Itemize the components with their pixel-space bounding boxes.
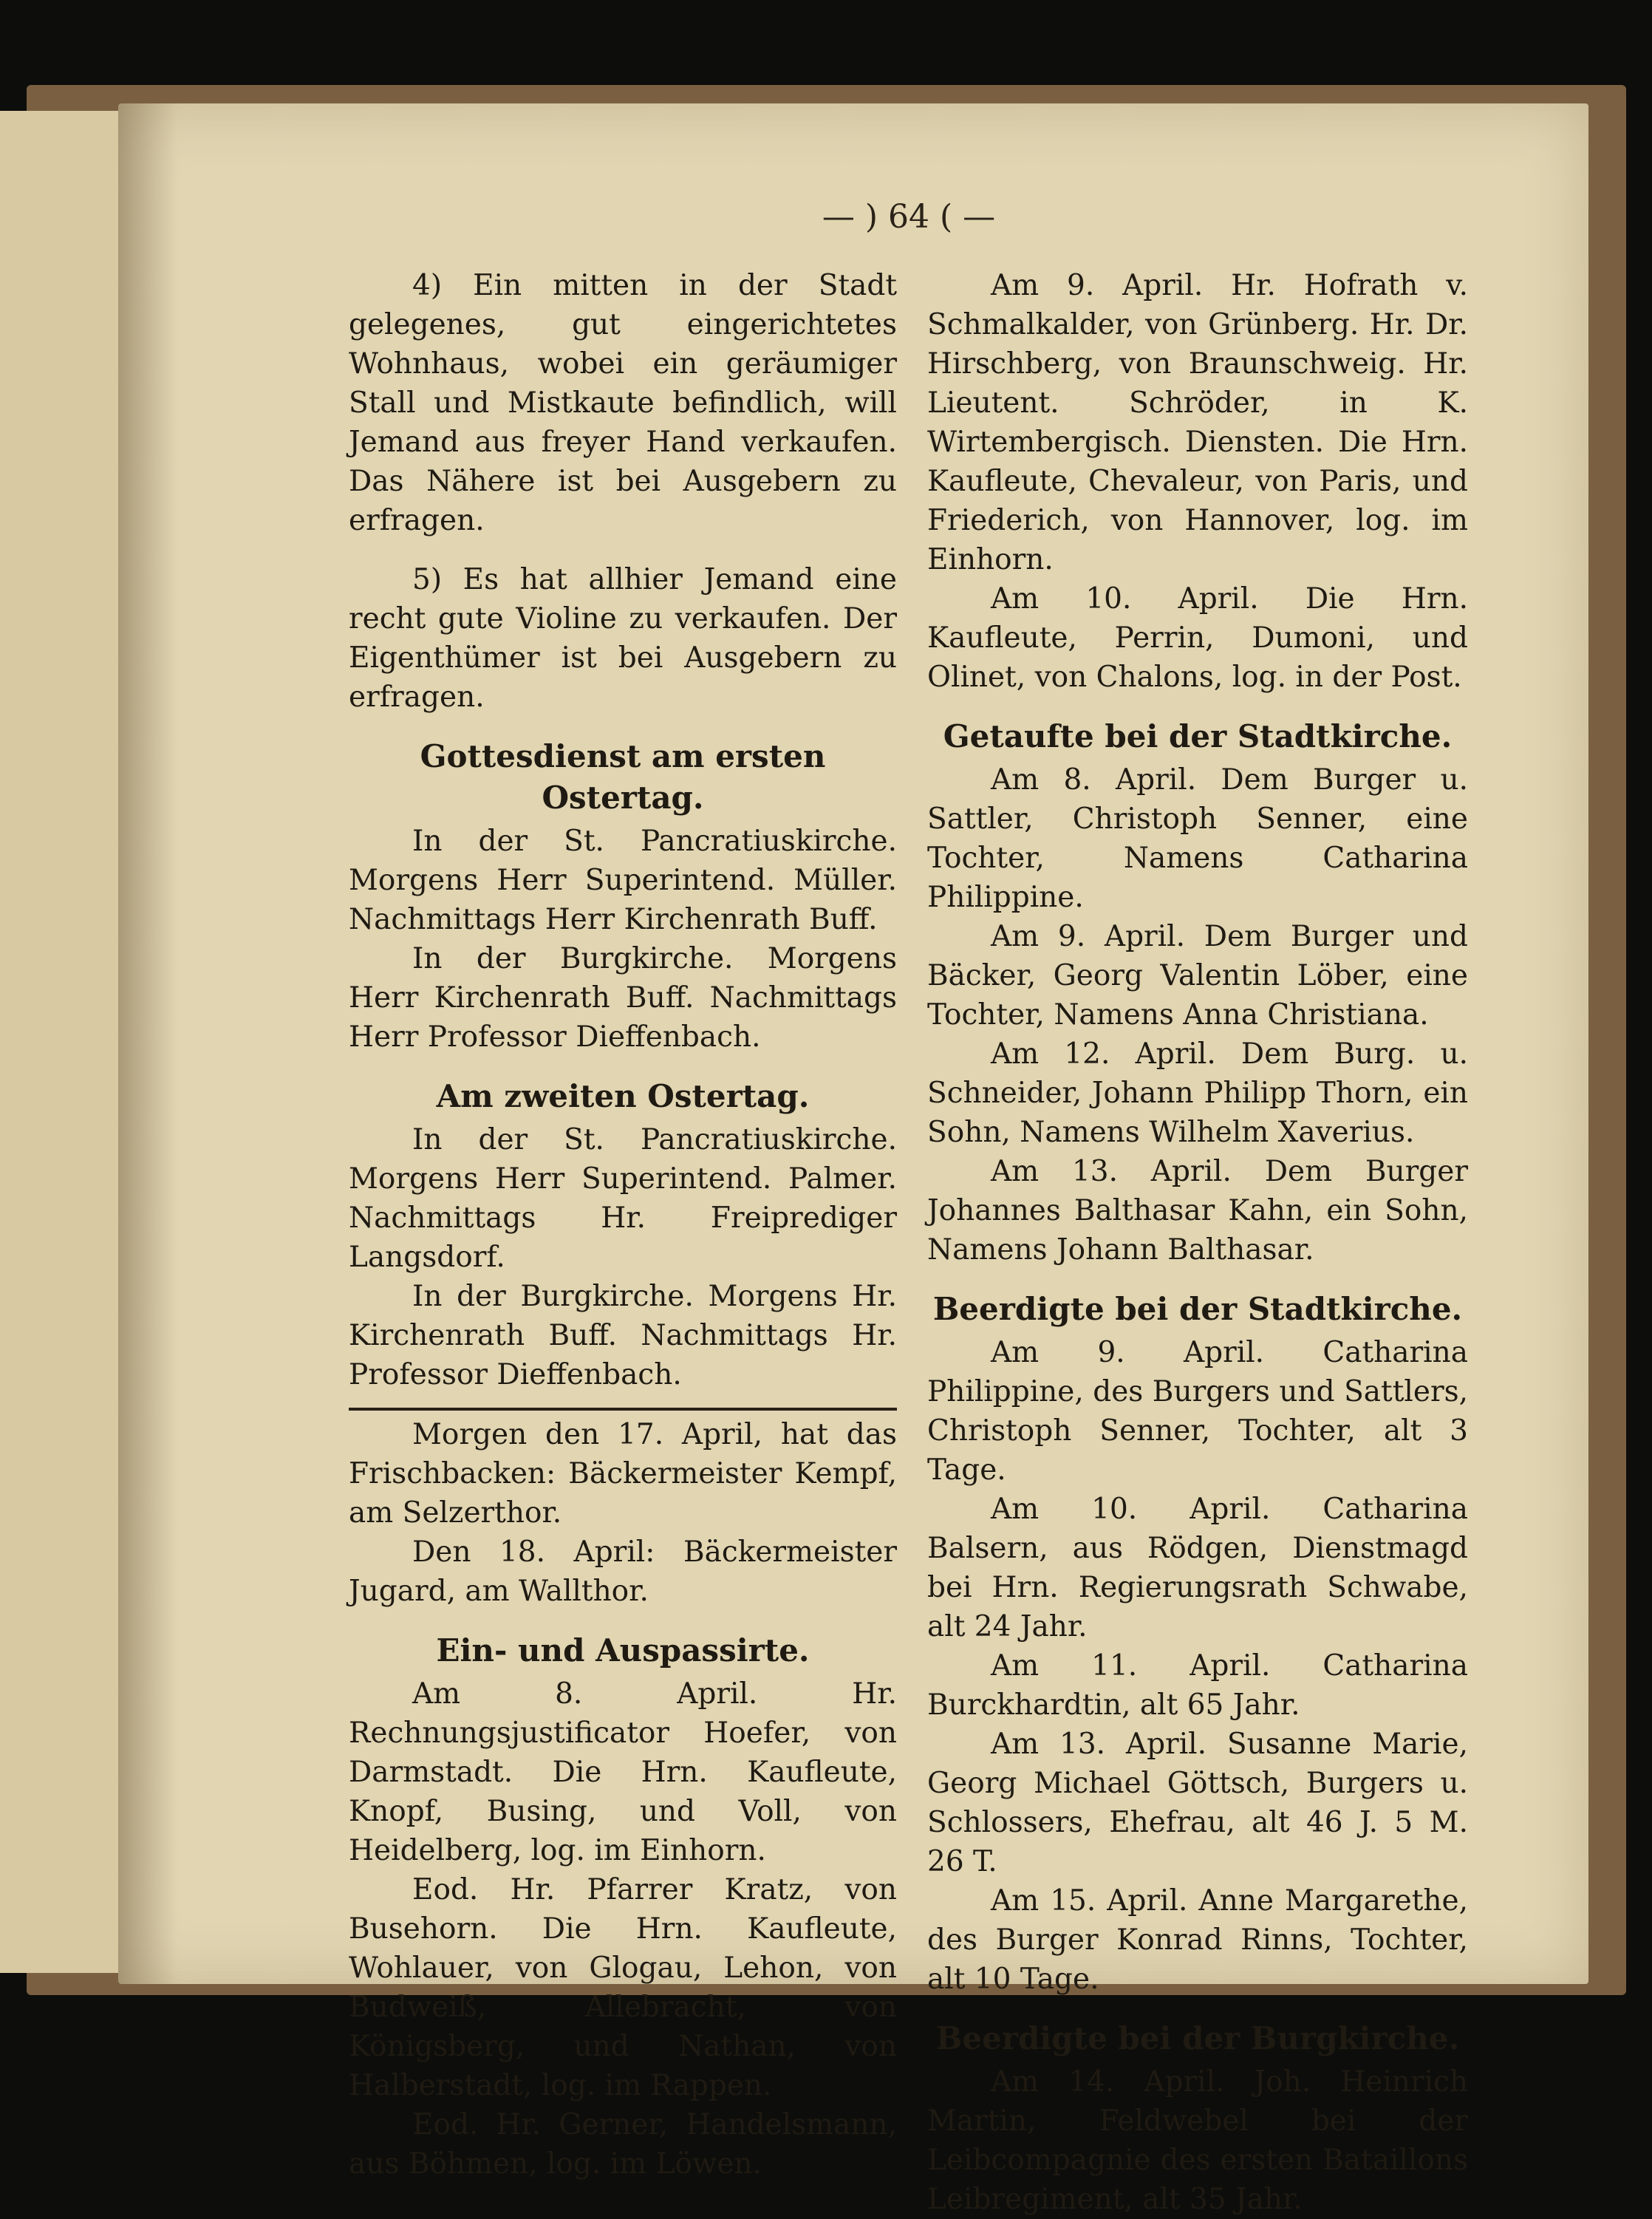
- service-paragraph: In der Burgkirche. Morgens Hr. Kirchenrath Buff. Nachmittags Hr. Professor Dieffenbach.: [349, 1280, 897, 1391]
- section-heading-buried-castle: Beerdigte bei der Burgkirche.: [935, 2020, 1460, 2056]
- burial-entry: Am 14. April. Joh. Heinrich Martin, Feldwebel bei der Leibcompagnie des ersten Bataillons Leibregiment, alt 35 Jahr.: [927, 2065, 1468, 2216]
- burial-entry: Am 13. April. Susanne Marie, Georg Michael Göttsch, Burgers u. Schlossers, Ehefrau, alt 46 J. 5 M. 26 T.: [927, 1728, 1468, 1878]
- right-column: [927, 266, 1468, 2219]
- section-heading-first-easter: Gottesdienst am ersten Ostertag.: [420, 738, 826, 816]
- advertisement-house: 4) Ein mitten in der Stadt gelegenes, gut eingerichtetes Wohnhaus, wobei ein geräumiger Stall und Mistkaute befindlich, will Jemand aus freyer Hand verkaufen. Das Nähere ist bei Ausgebern zu erfragen.: [349, 269, 897, 537]
- burial-entry: Am 9. April. Catharina Philippine, des Burgers und Sattlers, Christoph Senner, Tochter, alt 3 Tage.: [927, 1336, 1468, 1487]
- travelers-entry: Am 8. April. Hr. Rechnungsjustificator Hoefer, von Darmstadt. Die Hrn. Kaufleute, Knopf, Busing, und Voll, von Heidelberg, log. im Einhorn.: [349, 1677, 897, 1867]
- travelers-entry: Am 10. April. Die Hrn. Kaufleute, Perrin, Dumoni, und Olinet, von Chalons, log. in der Post.: [927, 582, 1468, 694]
- baptism-entry: Am 13. April. Dem Burger Johannes Balthasar Kahn, ein Sohn, Namens Johann Balthasar.: [927, 1155, 1468, 1267]
- section-heading-second-easter: Am zweiten Ostertag.: [436, 1078, 810, 1114]
- baptism-entry: Am 12. April. Dem Burg. u. Schneider, Johann Philipp Thorn, ein Sohn, Namens Wilhelm Xaverius.: [927, 1037, 1468, 1149]
- travelers-entry: Am 9. April. Hr. Hofrath v. Schmalkalder, von Grünberg. Hr. Dr. Hirschberg, von Braunschweig. Hr. Lieutent. Schröder, in K. Wirtembergisch. Diensten. Die Hrn. Kaufleute, Chevaleur, von Paris, und Friederich, von Hannover, log. im Einhorn.: [927, 269, 1468, 576]
- bakery-notice: Morgen den 17. April, hat das Frischbacken: Bäckermeister Kempf, am Selzerthor.: [349, 1418, 897, 1530]
- section-heading-travelers: Ein- und Auspassirte.: [436, 1632, 810, 1668]
- advertisement-violin: 5) Es hat allhier Jemand eine recht gute Violine zu verkaufen. Der Eigenthümer ist bei Ausgebern zu erfragen.: [349, 563, 897, 714]
- burial-entry: Am 15. April. Anne Margarethe, des Burger Konrad Rinns, Tochter, alt 10 Tage.: [927, 1884, 1468, 1996]
- service-paragraph: In der St. Pancratiuskirche. Morgens Herr Superintend. Palmer. Nachmittags Hr. Freiprediger Langsdorf.: [349, 1123, 897, 1274]
- section-heading-baptized: Getaufte bei der Stadtkirche.: [943, 718, 1453, 754]
- baptism-entry: Am 8. April. Dem Burger u. Sattler, Christoph Senner, eine Tochter, Namens Catharina Philippine.: [927, 763, 1468, 914]
- burial-entry: Am 11. April. Catharina Burckhardtin, alt 65 Jahr.: [927, 1649, 1468, 1722]
- section-heading-buried-city: Beerdigte bei der Stadtkirche.: [932, 1291, 1463, 1327]
- travelers-entry: Eod. Hr. Pfarrer Kratz, von Busehorn. Die Hrn. Kaufleute, Wohlauer, von Glogau, Lehon, von Budweiß, Allebracht, von Königsberg, und Nathan, von Halberstadt, log. im Rappen.: [349, 1873, 897, 2102]
- travelers-entry: Eod. Hr. Gerner, Handelsmann, aus Böhmen, log. im Löwen.: [349, 2108, 897, 2181]
- bakery-notice: Den 18. April: Bäckermeister Jugard, am Wallthor.: [349, 1535, 897, 1608]
- section-divider: [349, 1408, 897, 1411]
- baptism-entry: Am 9. April. Dem Burger und Bäcker, Georg Valentin Löber, eine Tochter, Namens Anna Christiana.: [927, 920, 1468, 1032]
- page-number: — ) 64 ( —: [822, 198, 996, 236]
- page-gutter-shadow: [118, 103, 177, 1984]
- underlying-page-edge: [0, 111, 120, 1973]
- burial-entry: Am 10. April. Catharina Balsern, aus Rödgen, Dienstmagd bei Hrn. Regierungsrath Schwabe, alt 24 Jahr.: [927, 1493, 1468, 1643]
- service-paragraph: In der Burgkirche. Morgens Herr Kirchenrath Buff. Nachmittags Herr Professor Dieffenbach.: [349, 942, 897, 1054]
- left-column: [349, 266, 897, 2184]
- service-paragraph: In der St. Pancratiuskirche. Morgens Herr Superintend. Müller. Nachmittags Herr Kirchenrath Buff.: [349, 825, 897, 936]
